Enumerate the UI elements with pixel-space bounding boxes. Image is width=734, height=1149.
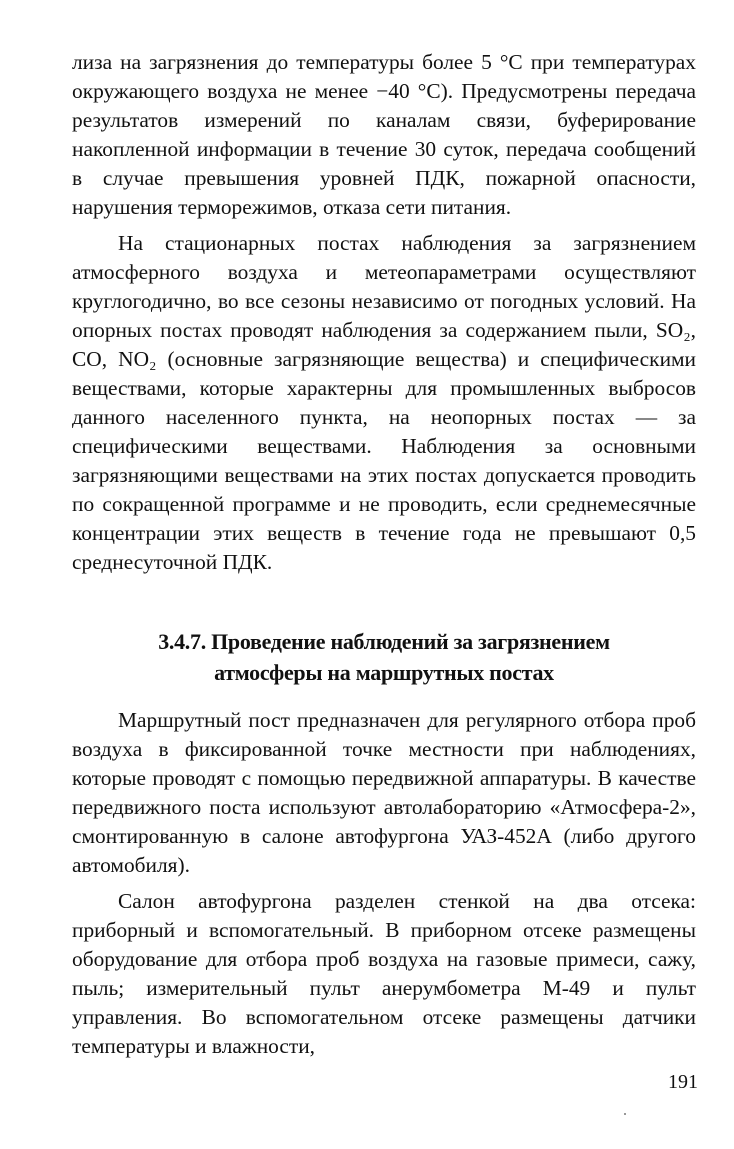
section-heading-line-2: атмосферы на маршрутных постах [214, 660, 554, 685]
scan-speck [624, 1113, 626, 1115]
page-number: 191 [668, 1071, 698, 1093]
paragraph-continuation: лиза на загрязнения до температуры более 5 °С при температурах окружающего воздуха не менее −40 °С). Предусмотрены передача результатов измерений по каналам связи, буферирование накопленной информации в течение 30 суток, передача сообщений в случае превышения уровней ПДК, пожарной опасности, нарушения терморежимов, отказа сети питания. [72, 50, 696, 219]
section-heading-line-1: 3.4.7. Проведение наблюдений за загрязнением [158, 629, 610, 654]
paragraph-route-post: Маршрутный пост предназначен для регулярного отбора проб воздуха в фиксированной точке местности при наблюдениях, которые проводят с помощью передвижной аппаратуры. В качестве передвижного поста используют автолабораторию «Атмосфера-2», смонтированную в салоне автофургона УАЗ-452А (либо другого автомобиля). [72, 708, 696, 877]
section-heading [72, 626, 696, 688]
paragraph-stationary-posts: На стационарных постах наблюдения за загрязнением атмосферного воздуха и метеопараметрами осуществляют круглогодично, во все сезоны независимо от погодных условий. На опорных постах проводят наблюдения за содержанием пыли, SO₂, CO, NO₂ (основные загрязняющие вещества) и специфическими веществами, которые характерны для промышленных выбросов данного населенного пункта, на неопорных постах — за специфическими веществами. Наблюдения за основными загрязняющими веществами на этих постах допускается проводить по сокращенной программе и не проводить, если среднемесячные концентрации этих веществ в течение года не превышают 0,5 среднесуточной ПДК. [72, 231, 696, 574]
page-body [72, 48, 696, 1061]
paragraph-van-interior: Салон автофургона разделен стенкой на два отсека: приборный и вспомогательный. В приборном отсеке размещены оборудование для отбора проб воздуха на газовые примеси, сажу, пыль; измерительный пульт анерумбометра М-49 и пульт управления. Во вспомогательном отсеке размещены датчики температуры и влажности, [72, 889, 696, 1058]
